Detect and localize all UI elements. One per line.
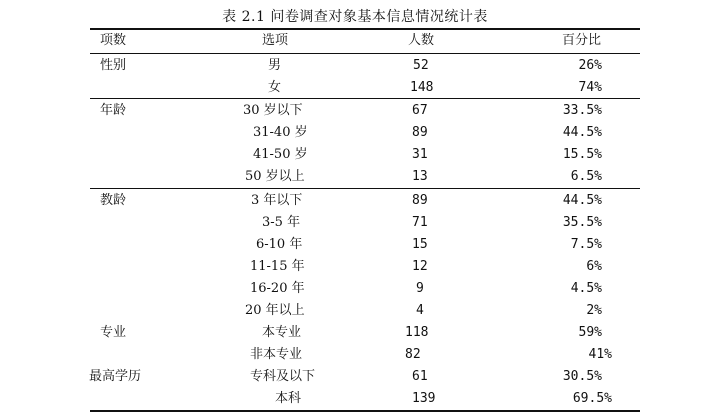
percent-value: 35.5%	[562, 215, 602, 230]
header-rule	[90, 53, 640, 54]
count-value: 9	[416, 281, 424, 296]
percent-value: 7.5%	[570, 237, 602, 252]
count-value: 118	[405, 325, 429, 340]
count-value: 15	[412, 237, 428, 252]
option-label: 男	[268, 58, 282, 73]
percent-value: 6.5%	[570, 169, 602, 184]
group-label: 教龄	[100, 193, 127, 208]
option-label: 16-20 年	[250, 281, 305, 296]
header-count: 人数	[408, 33, 435, 48]
option-label: 3 年以下	[251, 193, 303, 208]
count-value: 13	[412, 169, 428, 184]
section-rule	[90, 98, 640, 99]
top-rule	[90, 28, 640, 30]
option-label: 50 岁以上	[245, 169, 305, 184]
option-label: 非本专业	[250, 347, 303, 362]
count-value: 89	[412, 125, 428, 140]
count-value: 4	[416, 303, 424, 318]
percent-value: 41%	[588, 347, 612, 362]
percent-value: 2%	[586, 303, 602, 318]
count-value: 148	[410, 80, 434, 95]
option-label: 3-5 年	[262, 215, 301, 230]
percent-value: 69.5%	[572, 391, 612, 406]
percent-value: 44.5%	[562, 193, 602, 208]
option-label: 20 年以上	[245, 303, 305, 318]
option-label: 专科及以下	[250, 369, 316, 384]
count-value: 89	[412, 193, 428, 208]
option-label: 30 岁以下	[243, 103, 303, 118]
group-label: 年龄	[100, 103, 127, 118]
option-label: 女	[268, 80, 282, 95]
header-option: 选项	[262, 33, 289, 48]
percent-value: 4.5%	[570, 281, 602, 296]
group-label: 最高学历	[89, 369, 142, 384]
percent-value: 74%	[578, 80, 602, 95]
count-value: 31	[412, 147, 428, 162]
count-value: 82	[405, 347, 421, 362]
option-label: 6-10 年	[256, 237, 303, 252]
percent-value: 59%	[578, 325, 602, 340]
count-value: 139	[412, 391, 436, 406]
count-value: 12	[412, 259, 428, 274]
bottom-rule	[90, 410, 640, 412]
percent-value: 44.5%	[562, 125, 602, 140]
header-item: 项数	[100, 33, 127, 48]
header-percent: 百分比	[562, 33, 602, 48]
percent-value: 30.5%	[562, 369, 602, 384]
percent-value: 6%	[586, 259, 602, 274]
percent-value: 15.5%	[562, 147, 602, 162]
percent-value: 26%	[578, 58, 602, 73]
count-value: 67	[412, 103, 428, 118]
count-value: 52	[413, 58, 429, 73]
option-label: 本专业	[262, 325, 302, 340]
percent-value: 33.5%	[562, 103, 602, 118]
option-label: 31-40 岁	[253, 125, 308, 140]
option-label: 11-15 年	[250, 259, 305, 274]
count-value: 61	[412, 369, 428, 384]
option-label: 41-50 岁	[253, 147, 308, 162]
section-rule	[90, 188, 640, 189]
option-label: 本科	[275, 391, 302, 406]
count-value: 71	[412, 215, 428, 230]
group-label: 专业	[100, 325, 127, 340]
group-label: 性别	[100, 58, 127, 73]
table-caption: 表 2.1 问卷调查对象基本信息情况统计表	[222, 9, 488, 25]
